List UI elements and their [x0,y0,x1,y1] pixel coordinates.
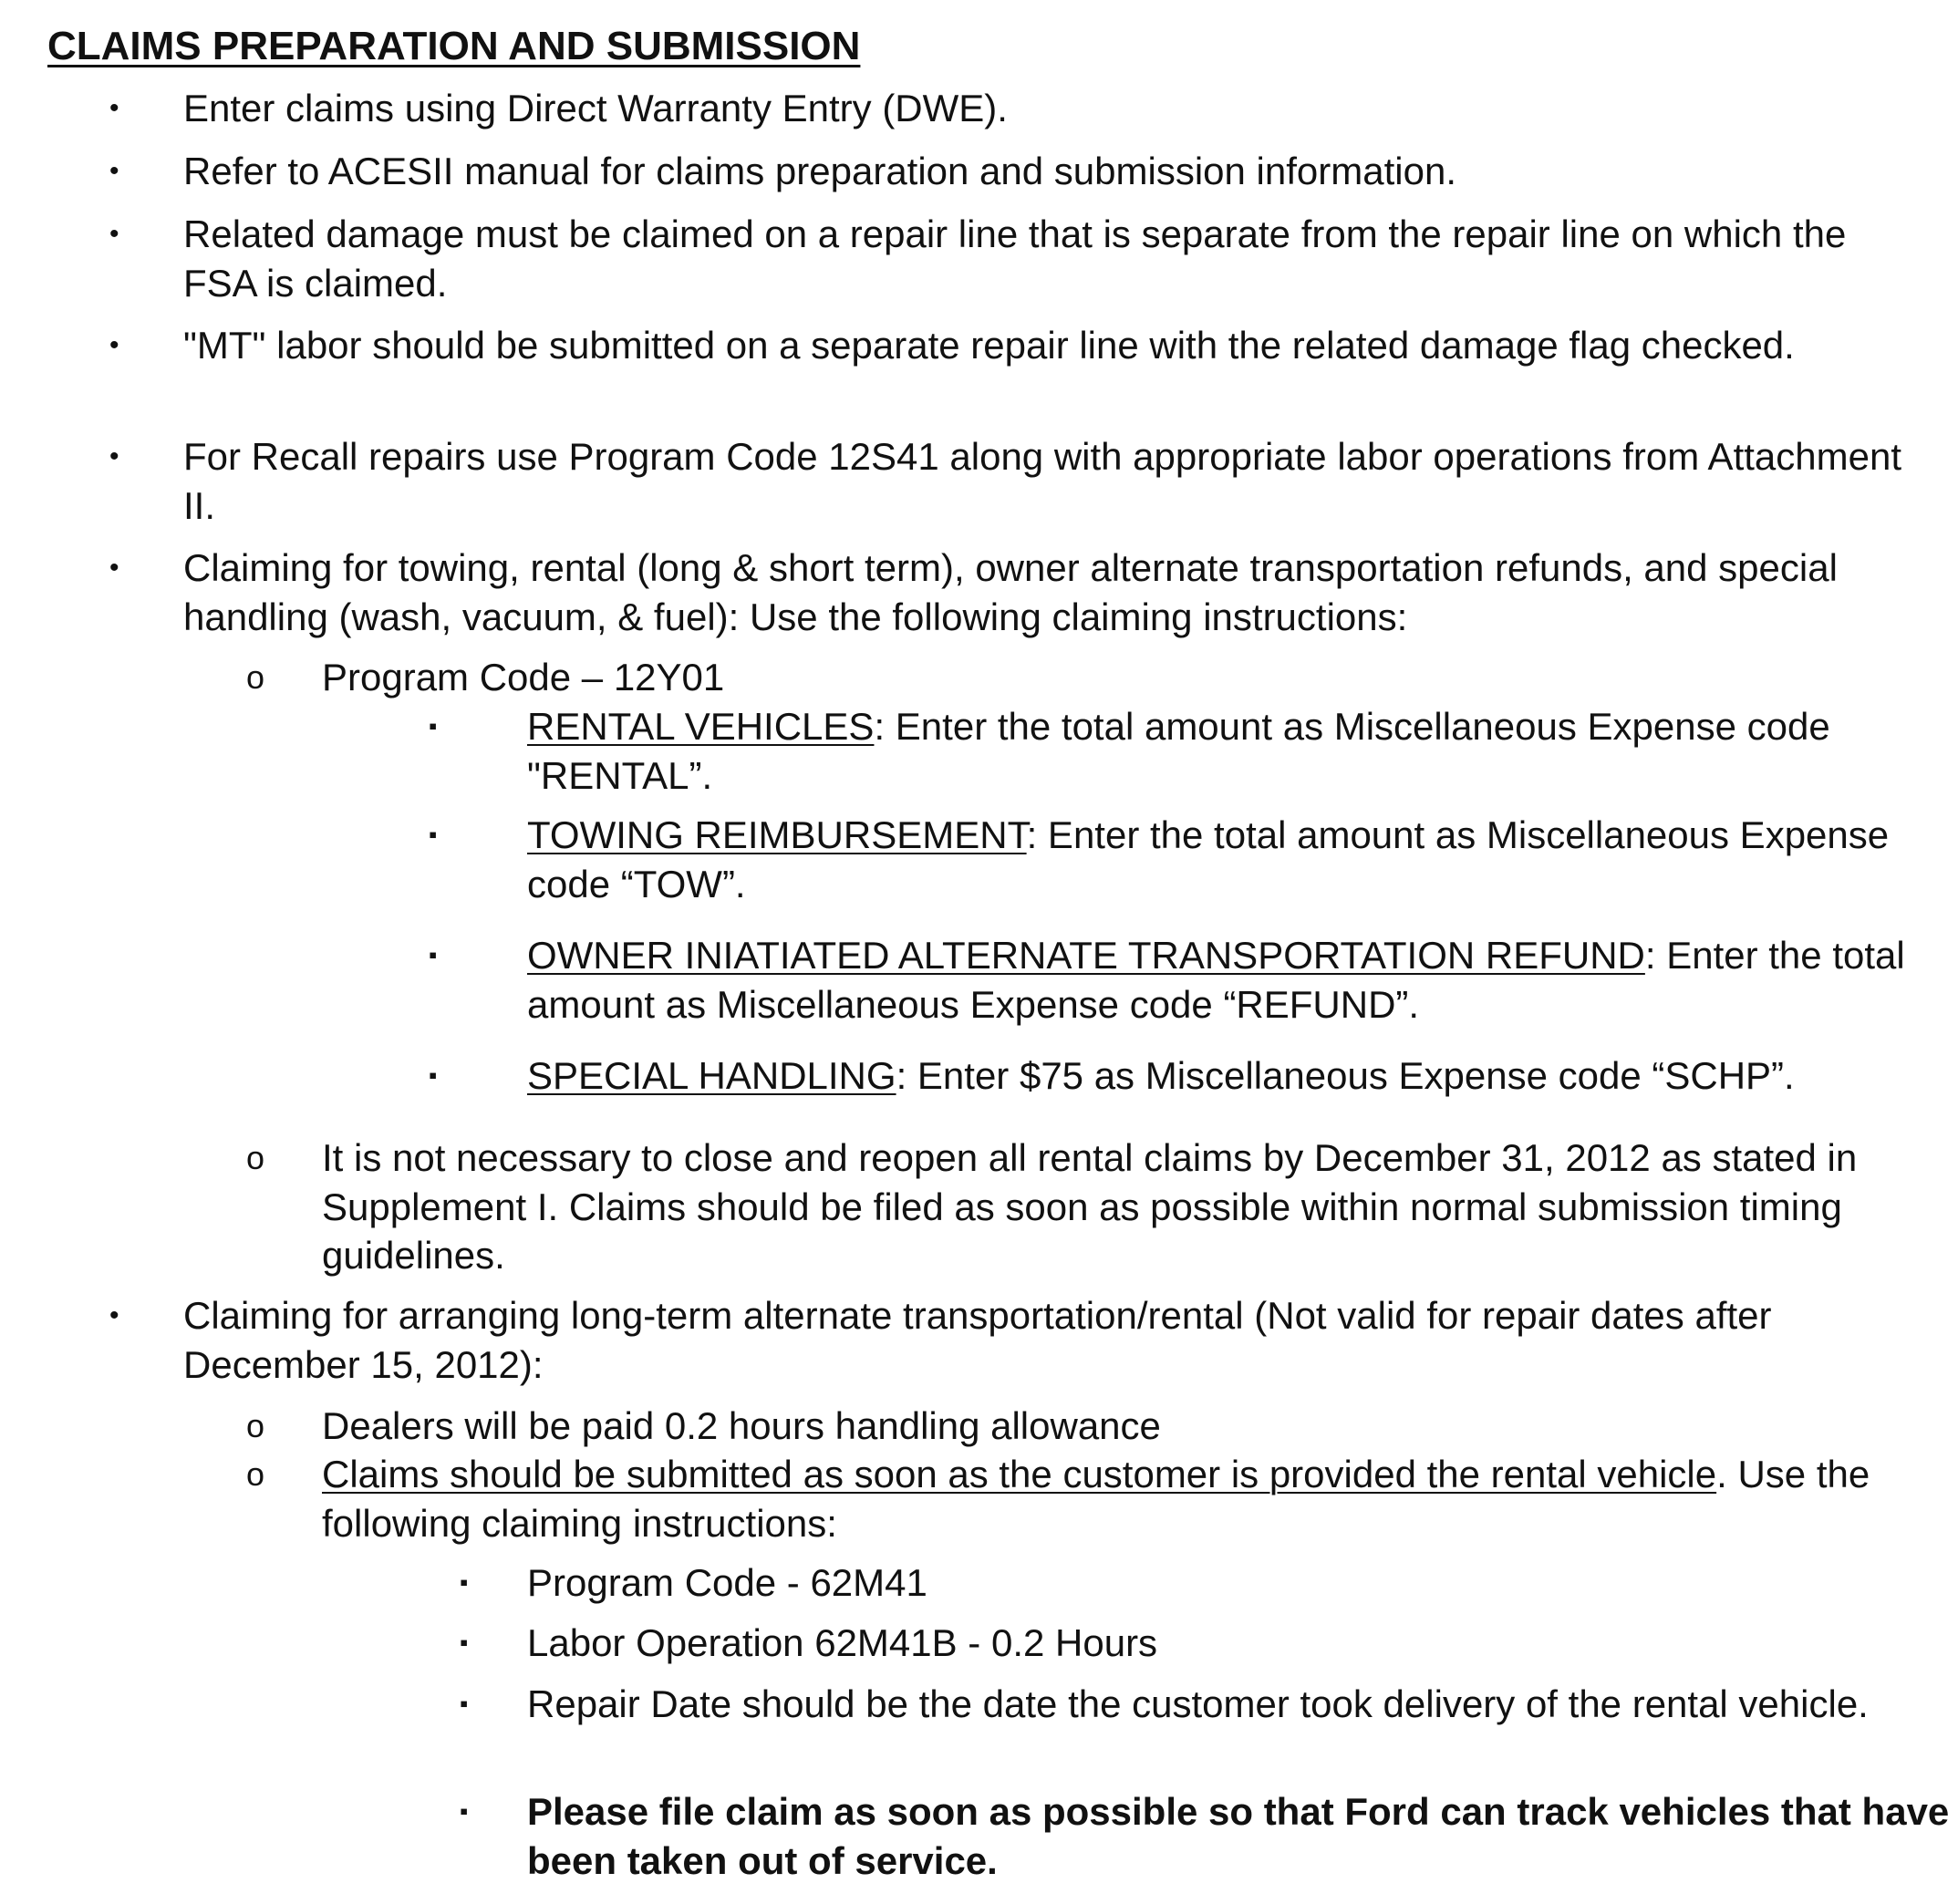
bullet-marker: o [246,658,265,696]
bullet-text-long-term: Claiming for arranging long-term alternate transportation/rental (Not valid for repair dates after December 15, 2012): [183,1294,1772,1386]
bullet-marker: ▪ [460,1629,469,1656]
bullet-marker: o [246,1455,265,1493]
claims-submitted-underlined: Claims should be submitted as soon as the customer is provided the rental vehicle [322,1453,1717,1495]
owner-refund-label: OWNER INIATIATED ALTERNATE TRANSPORTATION REFUND [527,934,1645,977]
bullet-marker: • [109,330,119,360]
bullet-marker: ▪ [460,1690,469,1717]
bullet-text-dealers-paid: Dealers will be paid 0.2 hours handling allowance [322,1404,1161,1447]
bullet-text-towing-reimbursement [527,811,1895,908]
bullet-marker: ▪ [429,1061,438,1089]
bullet-marker: • [109,1300,119,1330]
bullet-text-repair-date: Repair Date should be the date the customer took delivery of the rental vehicle. [527,1682,1869,1725]
special-handling-text: : Enter $75 as Miscellaneous Expense code “SCHP”. [896,1054,1795,1097]
bullet-text-towing-rental: Claiming for towing, rental (long & short term), owner alternate transportation refunds, and special handling (wash, vacuum, & fuel): Use the following claiming instructions: [183,546,1838,638]
towing-reimbursement-label: TOWING REIMBURSEMENT [527,813,1027,856]
owner-refund-text: : Enter the total amount as Miscellaneous Expense code “REFUND”. [527,934,1905,1026]
bullet-text-program-code-62m41: Program Code - 62M41 [527,1561,927,1604]
bullet-text-owner-refund [527,931,1950,1029]
bullet-text-please-file: Please file claim as soon as possible so that Ford can track vehicles that have been taken out of service. [527,1790,1950,1882]
bullet-marker: o [246,1139,265,1176]
bullet-text-labor-operation: Labor Operation 62M41B - 0.2 Hours [527,1621,1158,1664]
bullet-marker: • [109,156,119,186]
bullet-text-recall: For Recall repairs use Program Code 12S41 along with appropriate labor operations from Attachment II. [183,435,1901,527]
bullet-marker: ▪ [429,712,438,740]
bullet-text-not-necessary: It is not necessary to close and reopen all rental claims by December 31, 2012 as stated in Supplement I. Claims should be filed as soon as possible within normal submission timing guidelines. [322,1136,1858,1277]
bullet-text-dwe: Enter claims using Direct Warranty Entry (DWE). [183,87,1008,129]
bullet-marker: o [246,1407,265,1444]
special-handling-label: SPECIAL HANDLING [527,1054,896,1097]
section-heading: CLAIMS PREPARATION AND SUBMISSION [47,24,861,68]
bullet-text-claims-submitted [322,1450,1936,1547]
bullet-text-acesii: Refer to ACESII manual for claims preparation and submission information. [183,150,1456,192]
bullet-marker: ▪ [429,941,438,968]
claims-submitted-rest: . Use the following claiming instructions: [322,1453,1870,1545]
bullet-text-mt-labor: "MT" labor should be submitted on a separate repair line with the related damage flag checked. [183,324,1795,367]
bullet-marker: • [109,93,119,123]
bullet-marker: ▪ [460,1797,469,1825]
towing-reimbursement-text: : Enter the total amount as Miscellaneous Expense code “TOW”. [527,813,1890,905]
bullet-marker: • [109,553,119,583]
bullet-marker: • [109,441,119,471]
rental-vehicles-text: : Enter the total amount as Miscellaneous Expense code "RENTAL”. [527,705,1830,797]
bullet-text-program-code-12y01: Program Code – 12Y01 [322,656,725,698]
bullet-text-rental-vehicles [527,702,1904,800]
rental-vehicles-label: RENTAL VEHICLES [527,705,875,748]
bullet-text-related-damage: Related damage must be claimed on a repair line that is separate from the repair line on which the FSA is claimed. [183,212,1847,305]
bullet-text-special-handling [527,1051,1950,1101]
bullet-marker: • [109,219,119,249]
bullet-marker: ▪ [429,821,438,848]
bullet-marker: ▪ [460,1568,469,1596]
